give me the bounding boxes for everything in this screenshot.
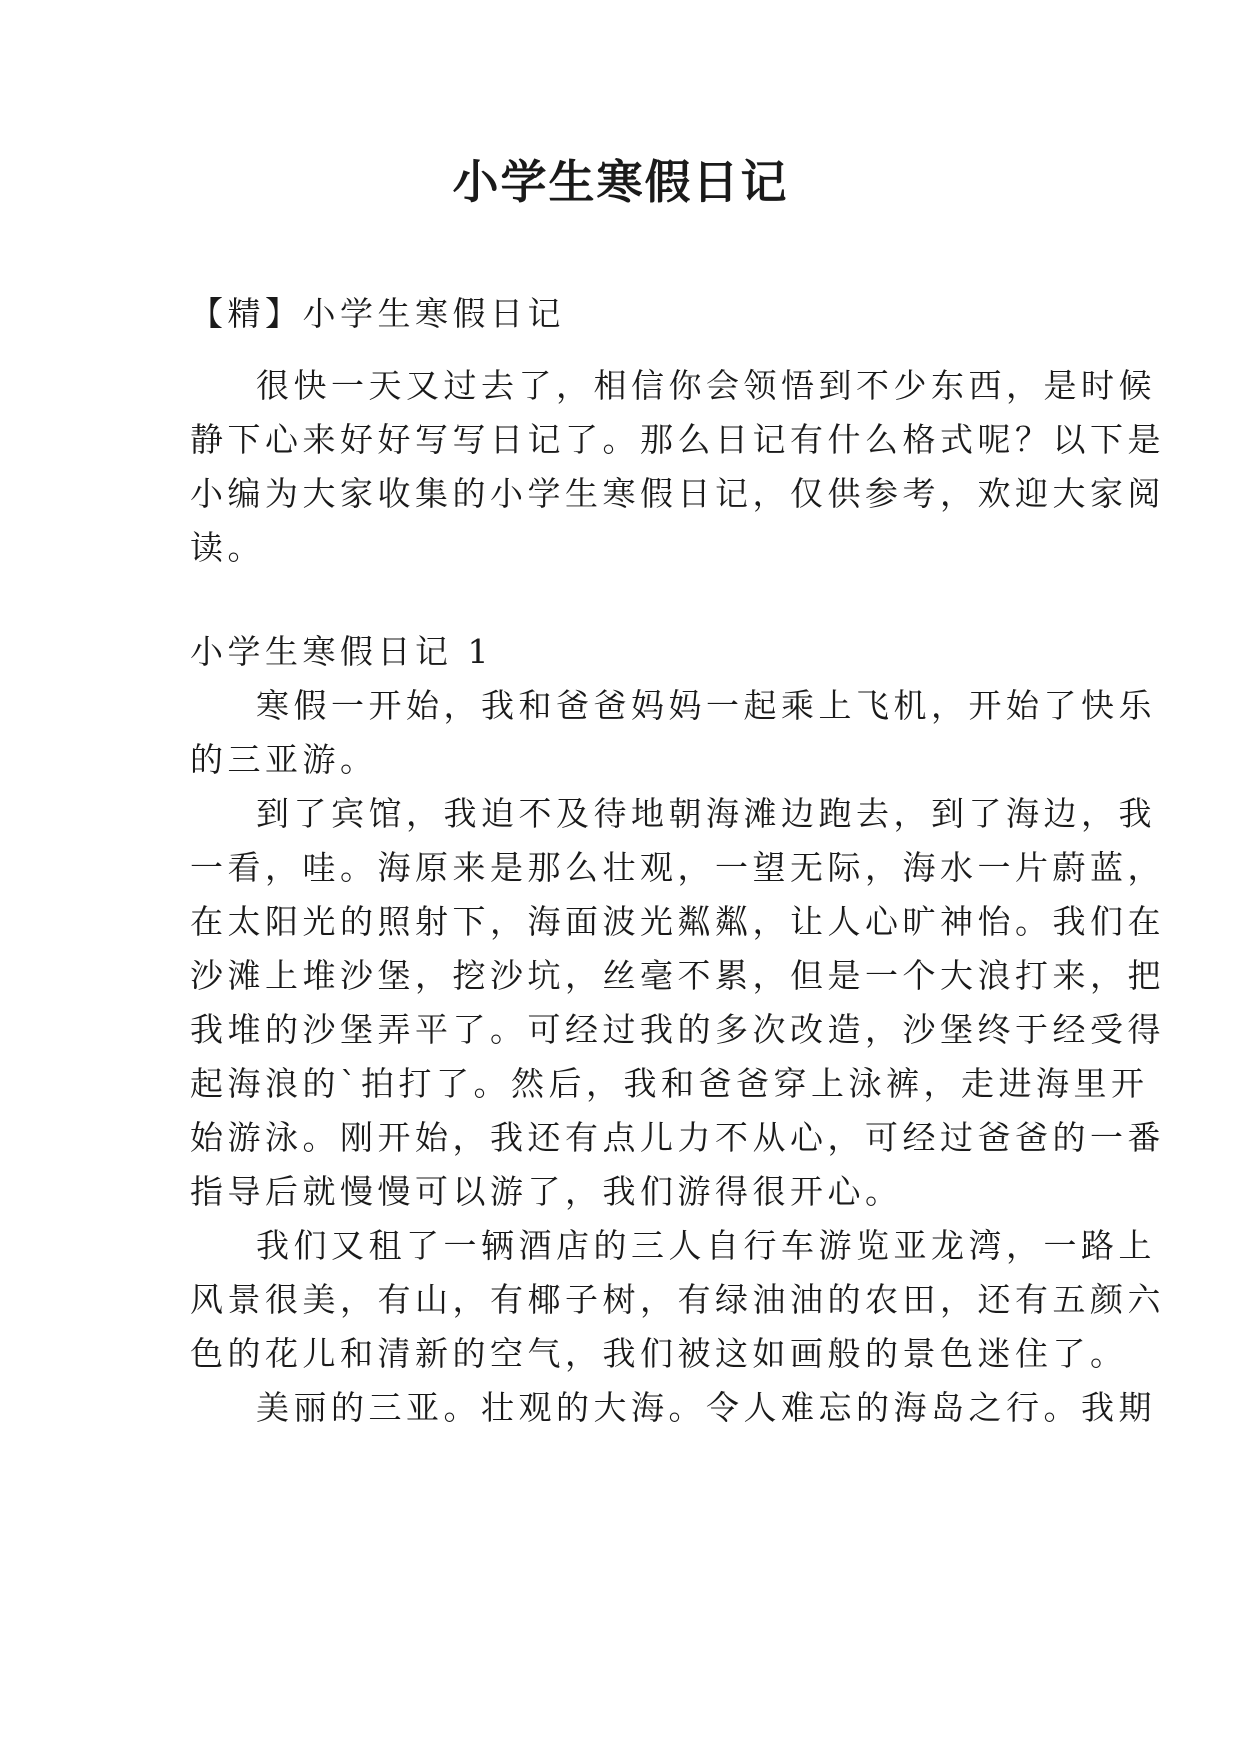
intro-line: 很快一天又过去了，相信你会领悟到不少东西，是时候 — [256, 366, 1156, 405]
body-line: 沙滩上堆沙堡，挖沙坑，丝毫不累，但是一个大浪打来，把 — [190, 956, 1165, 995]
body-line: 在太阳光的照射下，海面波光粼粼，让人心旷神怡。我们在 — [190, 902, 1165, 941]
body-line: 我堆的沙堡弄平了。可经过我的多次改造，沙堡终于经受得 — [190, 1010, 1165, 1049]
body-line: 起海浪的`拍打了。然后，我和爸爸穿上泳裤，走进海里开 — [190, 1064, 1149, 1103]
body-line: 我们又租了一辆酒店的三人自行车游览亚龙湾，一路上 — [256, 1226, 1156, 1265]
body-line: 美丽的三亚。壮观的大海。令人难忘的海岛之行。我期 — [256, 1388, 1156, 1427]
body-line: 寒假一开始，我和爸爸妈妈一起乘上飞机，开始了快乐 — [256, 686, 1156, 725]
body-line: 到了宾馆，我迫不及待地朝海滩边跑去，到了海边，我 — [256, 794, 1156, 833]
body-line: 指导后就慢慢可以游了，我们游得很开心。 — [190, 1172, 903, 1211]
document-title: 小学生寒假日记 — [452, 155, 789, 209]
intro-line: 读。 — [190, 528, 265, 567]
body-line: 始游泳。刚开始，我还有点儿力不从心，可经过爸爸的一番 — [190, 1118, 1165, 1157]
section-heading: 小学生寒假日记 1 — [190, 632, 493, 671]
intro-line: 静下心来好好写写日记了。那么日记有什么格式呢？以下是 — [190, 420, 1165, 459]
body-line: 风景很美，有山，有椰子树，有绿油油的农田，还有五颜六 — [190, 1280, 1165, 1319]
body-line: 的三亚游。 — [190, 740, 378, 779]
document-subtitle: 【精】小学生寒假日记 — [190, 294, 565, 333]
intro-line: 小编为大家收集的小学生寒假日记，仅供参考，欢迎大家阅 — [190, 474, 1165, 513]
body-line: 一看，哇。海原来是那么壮观，一望无际，海水一片蔚蓝， — [190, 848, 1165, 887]
body-line: 色的花儿和清新的空气，我们被这如画般的景色迷住了。 — [190, 1334, 1128, 1373]
